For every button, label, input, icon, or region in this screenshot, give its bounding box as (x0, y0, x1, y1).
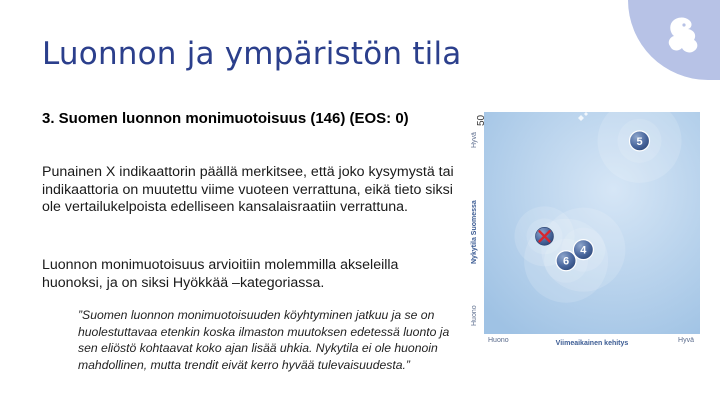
corner-decoration (628, 0, 720, 80)
y-axis-label: Nykytila Suomessa (471, 200, 478, 264)
page-title: Luonnon ja ympäristön tila (42, 36, 462, 72)
lion-emblem-icon (664, 14, 702, 58)
data-point-label-5: 5 (636, 135, 643, 148)
assessment-text: Luonnon monimuotoisuus arvioitiin molemmilla akseleilla huonoksi, ja on siksi Hyökkää –kategoriassa. (42, 257, 399, 291)
y-tick-low: Huono (471, 305, 478, 326)
x-tick-high: Hyvä (678, 337, 694, 344)
chart-svg (462, 108, 700, 350)
x-tick-low: Huono (488, 337, 509, 344)
indicator-heading: 3. Suomen luonnon monimuotoisuus (146) (EOS: 0) (42, 110, 409, 127)
x-axis-label: Viimeaikainen kehitys (555, 340, 629, 347)
red-x-explanation: Punainen X indikaattorin päällä merkitsee, että joko kysymystä tai indikaattoria on muutettu viime vuoteen verrattuna, eikä tieto siksi ole vertailukelpoista edelliseen kansalaisraatiin verrattuna. (42, 164, 454, 215)
data-point-label-6: 6 (563, 255, 570, 268)
corner-value-label: 50 (476, 114, 487, 126)
citizen-quote: ”Suomen luonnon monimuotoisuuden köyhtyminen jatkuu ja se on huolestuttavaa etenkin koska ilmaston muutoksen edetessä luonto ja sen eliöstö kohtaavat koko ajan lisää uhkia. Nykytila ei ole huonoin mahdollinen, mutta trendit eivät kerro hyvää tulevaisuudesta.” (78, 308, 450, 372)
y-tick-high: Hyvä (471, 132, 478, 148)
indicator-chart (462, 108, 700, 350)
data-point-label-4: 4 (580, 244, 587, 257)
